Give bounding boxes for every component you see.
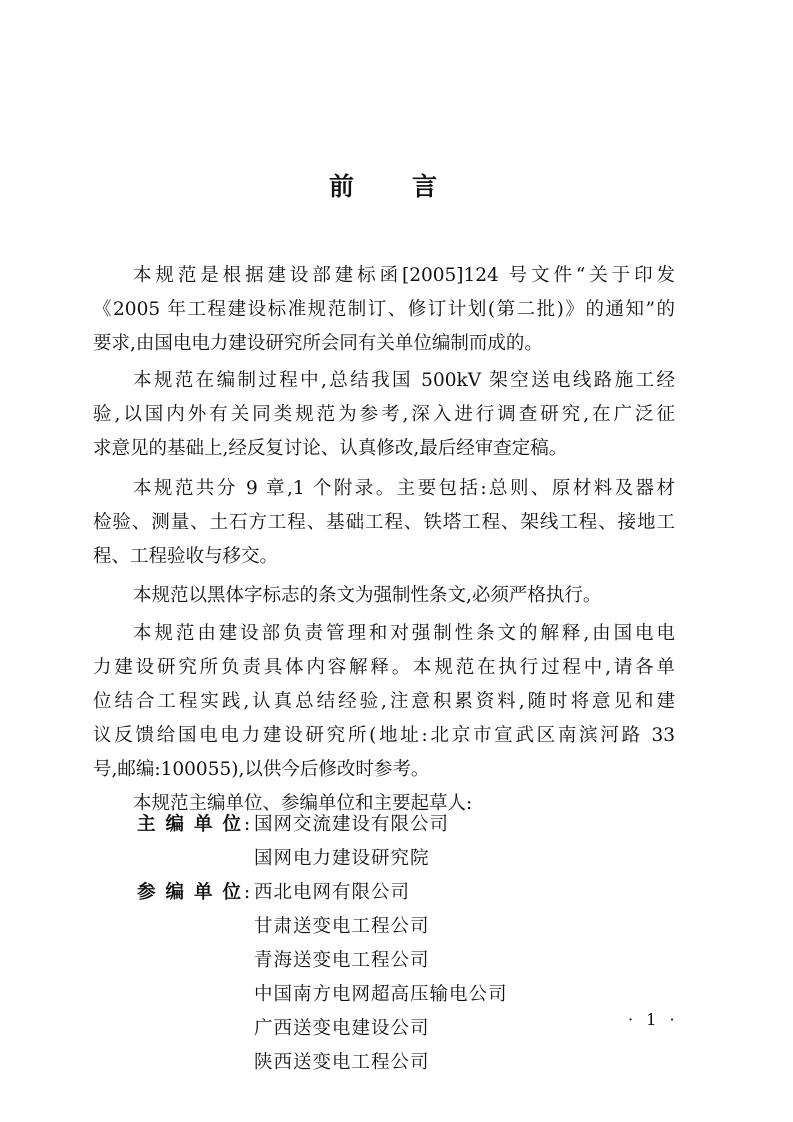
paragraph-3-line: 本规范共分 9 章,1 个附录。主要包括:总则、原材料及器材	[133, 478, 675, 499]
paragraph-2-line: 本规范在编制过程中,总结我国 500kV 架空送电线路施工经	[133, 370, 675, 391]
organization-name: 国网交流建设有限公司	[254, 814, 450, 835]
organization-name: 中国南方电网超高压输电公司	[254, 984, 508, 1005]
paragraph-4-line: 本规范以黑体字标志的条文为强制性条文,必须严格执行。	[133, 585, 602, 606]
organization-name: 西北电网有限公司	[254, 882, 411, 903]
paragraph-2-line: 求意见的基础上,经反复讨论、认真修改,最后经审查定稿。	[93, 438, 568, 459]
paragraph-1-line: 《2005 年工程建设标准规范制订、修订计划(第二批)》的通知”的	[93, 299, 675, 320]
organization-name: 青海送变电工程公司	[254, 950, 430, 971]
page-title-char-2: 言	[412, 172, 438, 201]
paragraph-2-line: 验,以国内外有关同类规范为参考,深入进行调查研究,在广泛征	[93, 404, 675, 425]
paragraph-5-line: 本规范由建设部负责管理和对强制性条文的解释,由国电电	[133, 623, 675, 644]
page-title-char-1: 前	[329, 172, 355, 201]
paragraph-5-line: 力建设研究所负责具体内容解释。本规范在执行过程中,请各单	[93, 657, 675, 678]
paragraph-5-line: 号,邮编:100055),以供今后修改时参考。	[93, 759, 430, 780]
participating-units-label: 参编单位	[137, 882, 241, 903]
paragraph-6-line: 本规范主编单位、参编单位和主要起草人:	[133, 793, 473, 814]
label-colon: :	[244, 814, 251, 835]
label-colon: :	[244, 882, 251, 903]
paragraph-1-line: 要求,由国电电力建设研究所会同有关单位编制而成的。	[93, 333, 543, 354]
paragraph-5-line: 议反馈给国电电力建设研究所(地址:北京市宣武区南滨河路 33	[93, 725, 675, 746]
organization-name: 国网电力建设研究院	[254, 848, 430, 869]
organization-name: 甘肃送变电工程公司	[254, 916, 430, 937]
paragraph-1-line: 本规范是根据建设部建标函[2005]124 号文件“关于印发	[133, 265, 675, 286]
chief-units-label: 主编单位	[137, 814, 241, 835]
page-number: · 1 ·	[628, 1010, 679, 1029]
paragraph-5-line: 位结合工程实践,认真总结经验,注意积累资料,随时将意见和建	[93, 691, 675, 712]
paragraph-3-line: 检验、测量、土石方工程、基础工程、铁塔工程、架线工程、接地工	[93, 512, 675, 533]
paragraph-3-line: 程、工程验收与移交。	[93, 546, 279, 567]
organization-name: 广西送变电建设公司	[254, 1018, 430, 1039]
organization-name: 陕西送变电工程公司	[254, 1052, 430, 1073]
